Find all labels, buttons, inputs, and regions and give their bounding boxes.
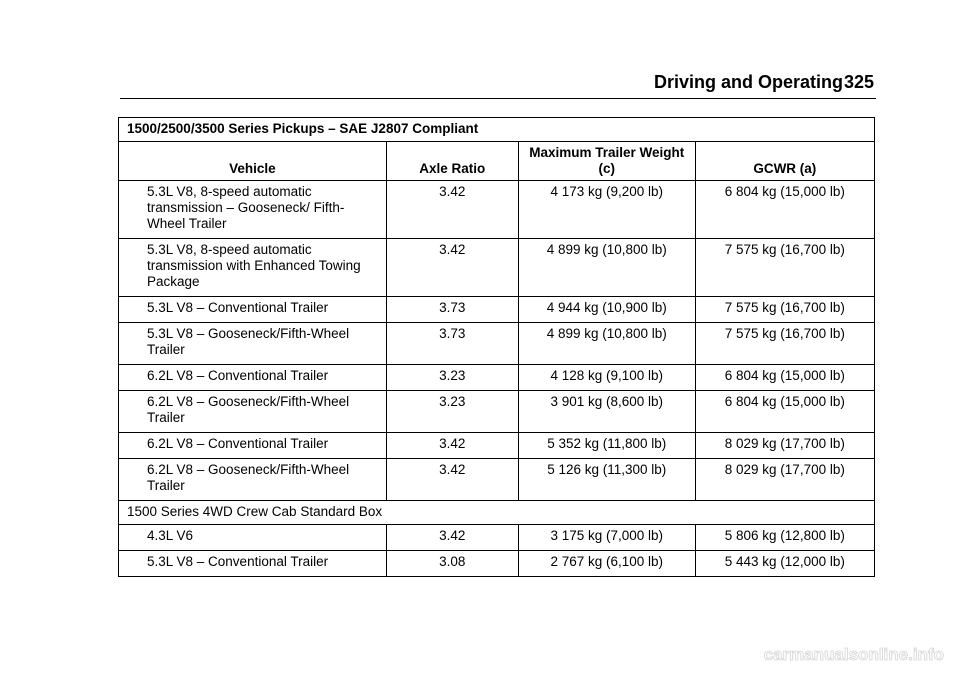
cell-axle-ratio: 3.42: [386, 239, 518, 297]
table-row: [119, 551, 875, 577]
cell-max-trailer-weight: 4 899 kg (10,800 lb): [518, 239, 695, 297]
cell-vehicle: 6.2L V8 – Gooseneck/Fifth-Wheel Trailer: [119, 391, 387, 433]
cell-max-trailer-weight: 4 899 kg (10,800 lb): [518, 323, 695, 365]
towing-spec-table: [118, 117, 875, 577]
cell-gcwr: 8 029 kg (17,700 lb): [695, 433, 874, 459]
table-row: [119, 459, 875, 501]
table-caption: 1500/2500/3500 Series Pickups – SAE J2807 Compliant: [119, 118, 875, 142]
cell-max-trailer-weight: 4 944 kg (10,900 lb): [518, 297, 695, 323]
cell-gcwr: 7 575 kg (16,700 lb): [695, 297, 874, 323]
table-row: [119, 365, 875, 391]
section-title: Driving and Operating: [653, 72, 843, 92]
cell-vehicle: 5.3L V8 – Gooseneck/Fifth-Wheel Trailer: [119, 323, 387, 365]
cell-gcwr: 8 029 kg (17,700 lb): [695, 459, 874, 501]
cell-axle-ratio: 3.42: [386, 459, 518, 501]
cell-max-trailer-weight: 3 175 kg (7,000 lb): [518, 525, 695, 551]
watermark-logo: [746, 638, 946, 668]
cell-gcwr: 7 575 kg (16,700 lb): [695, 323, 874, 365]
column-header-vehicle: Vehicle: [119, 142, 387, 181]
cell-axle-ratio: 3.23: [386, 365, 518, 391]
column-header-gcwr: GCWR (a): [695, 142, 874, 181]
cell-gcwr: 6 804 kg (15,000 lb): [695, 181, 874, 239]
table-row: [119, 433, 875, 459]
cell-vehicle: 5.3L V8 – Conventional Trailer: [119, 551, 387, 577]
cell-gcwr: 5 806 kg (12,800 lb): [695, 525, 874, 551]
cell-vehicle: 5.3L V8, 8-speed automatic transmission with Enhanced Towing Package: [119, 239, 387, 297]
header-divider: [120, 98, 876, 99]
cell-max-trailer-weight: 2 767 kg (6,100 lb): [518, 551, 695, 577]
cell-max-trailer-weight: 4 128 kg (9,100 lb): [518, 365, 695, 391]
cell-vehicle: 6.2L V8 – Conventional Trailer: [119, 433, 387, 459]
table-row: [119, 297, 875, 323]
cell-vehicle: 6.2L V8 – Conventional Trailer: [119, 365, 387, 391]
cell-max-trailer-weight: 5 352 kg (11,800 lb): [518, 433, 695, 459]
table-row: [119, 391, 875, 433]
svg-text:carmanualsonline.info: carmanualsonline.info: [763, 645, 944, 664]
cell-max-trailer-weight: 5 126 kg (11,300 lb): [518, 459, 695, 501]
table-row: [119, 323, 875, 365]
cell-axle-ratio: 3.08: [386, 551, 518, 577]
cell-vehicle: 5.3L V8, 8-speed automatic transmission – Gooseneck/ Fifth-Wheel Trailer: [119, 181, 387, 239]
table-row: [119, 181, 875, 239]
table-body-group-2: [119, 525, 875, 577]
section-label: 1500 Series 4WD Crew Cab Standard Box: [119, 501, 875, 525]
cell-gcwr: 7 575 kg (16,700 lb): [695, 239, 874, 297]
cell-max-trailer-weight: 4 173 kg (9,200 lb): [518, 181, 695, 239]
cell-max-trailer-weight: 3 901 kg (8,600 lb): [518, 391, 695, 433]
cell-axle-ratio: 3.42: [386, 433, 518, 459]
table-row: [119, 239, 875, 297]
page-header: [0, 0, 960, 100]
cell-axle-ratio: 3.42: [386, 525, 518, 551]
cell-axle-ratio: 3.23: [386, 391, 518, 433]
cell-gcwr: 6 804 kg (15,000 lb): [695, 391, 874, 433]
table-row: [119, 525, 875, 551]
cell-vehicle: 6.2L V8 – Gooseneck/Fifth-Wheel Trailer: [119, 459, 387, 501]
cell-gcwr: 6 804 kg (15,000 lb): [695, 365, 874, 391]
cell-vehicle: 4.3L V6: [119, 525, 387, 551]
cell-axle-ratio: 3.42: [386, 181, 518, 239]
table-section: [119, 501, 875, 525]
cell-vehicle: 5.3L V8 – Conventional Trailer: [119, 297, 387, 323]
column-header-max-trailer-weight: Maximum Trailer Weight (c): [518, 142, 695, 181]
cell-gcwr: 5 443 kg (12,000 lb): [695, 551, 874, 577]
table-body-group-1: [119, 181, 875, 501]
cell-axle-ratio: 3.73: [386, 297, 518, 323]
cell-axle-ratio: 3.73: [386, 323, 518, 365]
table-header-row: [119, 142, 875, 181]
column-header-axle-ratio: Axle Ratio: [386, 142, 518, 181]
page-number: 325: [843, 72, 874, 92]
